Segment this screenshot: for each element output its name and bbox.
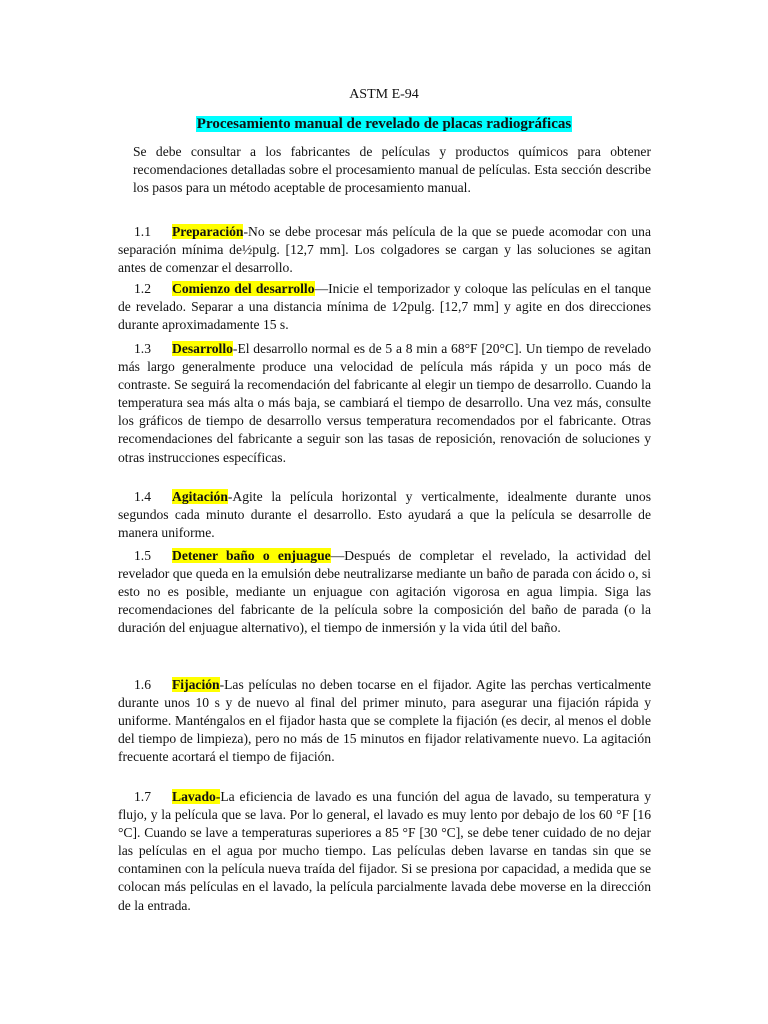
section-heading: Comienzo del desarrollo (172, 281, 315, 296)
section-text: -Agite la película horizontal y verticalmente, idealmente durante unos segundos cada minuto durante el desarrollo. Esto ayudará a que la película se desarrolle de manera uniforme. (118, 489, 651, 541)
section-heading: Fijación (172, 677, 220, 692)
section-1-4 (118, 488, 651, 542)
section-1-5 (118, 547, 651, 637)
section-heading: Preparación (172, 224, 244, 239)
section-number: 1.2 (134, 281, 151, 296)
section-text: -Las películas no deben tocarse en el fijador. Agite las perchas verticalmente durante unos 10 s y de nuevo al final del primer minuto, para asegurar una fijación rápida y uniforme. Manténgalos en el fijador hasta que se complete la fijación (es decir, al menos el doble del tiempo de limpieza), pero no más de 15 minutos en fijador relativamente nuevo. La agitación frecuente acortará el tiempo de fijación. (118, 677, 651, 765)
section-1-2 (118, 280, 651, 334)
section-1-3 (118, 340, 651, 467)
intro-paragraph: Se debe consultar a los fabricantes de películas y productos químicos para obtener recomendaciones detalladas sobre el procesamiento manual de películas. Esta sección describe los pasos para un método aceptable de procesamiento manual. (133, 144, 651, 196)
section-number: 1.5 (134, 548, 151, 563)
section-text: —Inicie el temporizador y coloque las películas en el tanque de revelado. Separar a una distancia mínima de 1⁄2pulg. [12,7 mm] y agite en dos direcciones durante aproximadamente 15 s. (118, 281, 651, 333)
section-number: 1.6 (134, 677, 151, 692)
document-title (0, 115, 768, 134)
document-code: ASTM E-94 (349, 87, 419, 102)
document-title-text: Procesamiento manual de revelado de placas radiográficas (196, 116, 572, 132)
section-text: La eficiencia de lavado es una función del agua de lavado, su temperatura y flujo, y la película que se lava. Por lo general, el lavado es muy lento por debajo de los 60 °F [16 °C]. Cuando se lave a temperaturas superiores a 85 °F [30 °C], se debe tener cuidado de no dejar las películas en el agua por mucho tiempo. Las películas deben lavarse en tandas sin que se contaminen con la película nueva traída del fijador. Si se presiona por capacidad, a medida que se colocan más películas en el lavado, la película parcialmente lavada debe moverse en la dirección de la entrada. (118, 789, 651, 913)
section-1-6 (118, 676, 651, 766)
section-number: 1.4 (134, 489, 151, 504)
section-text: -No se debe procesar más película de la que se puede acomodar con una separación mínima de½pulg. [12,7 mm]. Los colgadores se cargan y las soluciones se agitan antes de comenzar el desarrollo. (118, 224, 651, 276)
section-heading: Agitación (172, 489, 228, 504)
section-text: -El desarrollo normal es de 5 a 8 min a 68°F [20°C]. Un tiempo de revelado más largo generalmente produce una velocidad de película más rápida y un poco más de contraste. Se seguirá la recomendación del fabricante al elegir un tiempo de desarrollo. Cuando la temperatura sea más alta o más baja, se cambiará el tiempo de desarrollo. Una vez más, consulte los gráficos de tiempo de desarrollo versus temperatura recomendados por el fabricante. Otras recomendaciones del fabricante a seguir son las tasas de reposición, renovación de soluciones y otras instrucciones específicas. (118, 341, 651, 465)
section-heading: Lavado- (172, 789, 221, 804)
section-number: 1.3 (134, 341, 151, 356)
section-1-1 (118, 223, 651, 277)
section-text: —Después de completar el revelado, la actividad del revelador que queda en la emulsión debe neutralizarse mediante un baño de parada con ácido o, si esto no es posible, mediante un enjuague con agitación vigorosa en agua limpia. Siga las recomendaciones del fabricante de la película sobre la composición del baño de parada (o la duración del enjuague alternativo), el tiempo de inmersión y la vida útil del baño. (118, 548, 651, 636)
section-1-7 (118, 788, 651, 915)
section-number: 1.1 (134, 224, 151, 239)
section-heading: Detener baño o enjuague (172, 548, 331, 563)
section-number: 1.7 (134, 789, 151, 804)
section-heading: Desarrollo (172, 341, 233, 356)
